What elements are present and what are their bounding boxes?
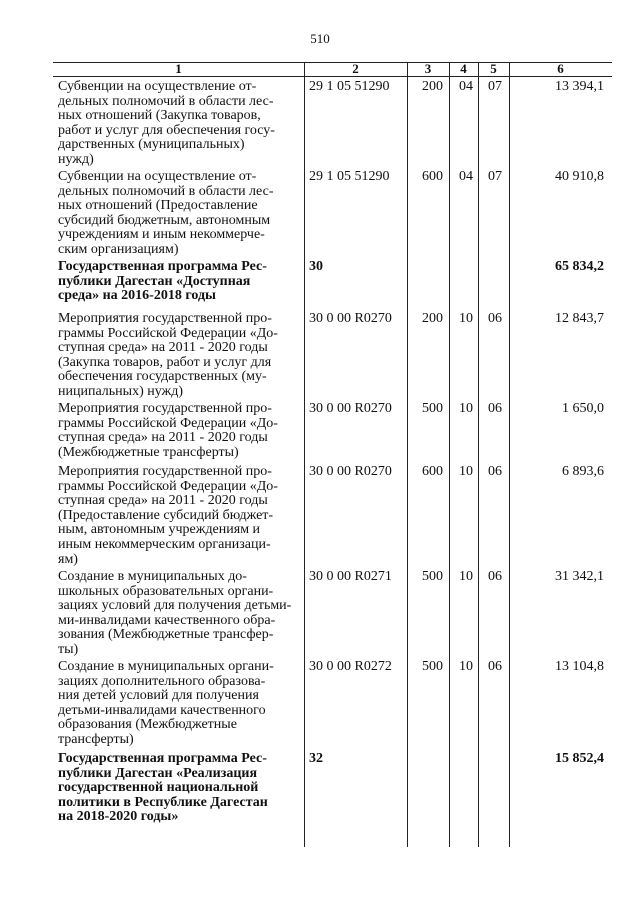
amount: 15 852,4: [555, 751, 604, 766]
subsection: 07: [488, 169, 502, 184]
target-code: 30 0 00 R0270: [309, 464, 392, 479]
amount: 1 650,0: [562, 401, 604, 416]
target-code: 32: [309, 751, 323, 766]
target-code: 29 1 05 51290: [309, 169, 390, 184]
column-divider: [449, 62, 450, 847]
amount: 31 342,1: [555, 569, 604, 584]
expense-type: 600: [422, 169, 443, 184]
target-code: 30 0 00 R0270: [309, 311, 392, 326]
section: 10: [459, 401, 473, 416]
target-code: 30 0 00 R0271: [309, 569, 392, 584]
page-number: 510: [310, 31, 330, 46]
subsection: 06: [488, 464, 502, 479]
subsection: 06: [488, 311, 502, 326]
column-header: 1: [175, 61, 182, 76]
expense-type: 600: [422, 464, 443, 479]
amount: 65 834,2: [555, 259, 604, 274]
target-code: 30 0 00 R0270: [309, 401, 392, 416]
subsection: 06: [488, 569, 502, 584]
item-name: Мероприятия государственной про- граммы Российской Федерации «До- ступная среда» на 2011 - 2020 годы (Предоставление субсидий бюджет- ным, автономным учреждениям и иным некоммерческим организаци- ям): [58, 464, 278, 567]
amount: 13 104,8: [555, 659, 604, 674]
target-code: 30: [309, 259, 323, 274]
section: 10: [459, 569, 473, 584]
amount: 13 394,1: [555, 79, 604, 94]
amount: 12 843,7: [555, 311, 604, 326]
section: 10: [459, 311, 473, 326]
target-code: 29 1 05 51290: [309, 79, 390, 94]
expense-type: 200: [422, 311, 443, 326]
subsection: 06: [488, 401, 502, 416]
expense-type: 500: [422, 569, 443, 584]
budget-table: [53, 62, 612, 847]
column-header: 2: [352, 61, 359, 76]
header-bottom-border: [53, 76, 612, 77]
program-name: Государственная программа Рес- публики Дагестан «Доступная среда» на 2016-2018 годы: [58, 259, 267, 304]
column-header: 5: [490, 61, 497, 76]
amount: 40 910,8: [555, 169, 604, 184]
amount: 6 893,6: [562, 464, 604, 479]
target-code: 30 0 00 R0272: [309, 659, 392, 674]
column-divider: [478, 62, 479, 847]
item-name: Мероприятия государственной про- граммы Российской Федерации «До- ступная среда» на 2011 - 2020 годы (Закупка товаров, работ и услуг для обеспечения государственных (му- ниципальных) нужд): [58, 311, 278, 399]
section: 10: [459, 464, 473, 479]
section: 04: [459, 79, 473, 94]
column-divider: [304, 62, 305, 847]
section: 04: [459, 169, 473, 184]
program-name: Государственная программа Рес- публики Дагестан «Реализация государственной национальной политики в Республике Дагестан на 2018-2020 годы»: [58, 751, 268, 825]
subsection: 07: [488, 79, 502, 94]
expense-type: 500: [422, 401, 443, 416]
item-name: Мероприятия государственной про- граммы Российской Федерации «До- ступная среда» на 2011 - 2020 годы (Межбюджетные трансферты): [58, 401, 278, 460]
column-divider: [509, 62, 510, 847]
item-name: Субвенции на осуществление от- дельных полномочий в области лес- ных отношений (Закупка товаров, работ и услуг для обеспечения госу- дарственных (муниципальных) нужд): [58, 79, 275, 167]
item-name: Создание в муниципальных органи- зациях дополнительного образова- ния детей условий для получения детьми-инвалидами качественного образования (Межбюджетные трансферты): [58, 659, 274, 747]
subsection: 06: [488, 659, 502, 674]
column-header: 6: [557, 61, 564, 76]
expense-type: 200: [422, 79, 443, 94]
item-name: Создание в муниципальных до- школьных образовательных органи- зациях условий для получения детьми- ми-инвалидами качественного обра- зования (Межбюджетные трансфер- ты): [58, 569, 292, 657]
expense-type: 500: [422, 659, 443, 674]
item-name: Субвенции на осуществление от- дельных полномочий в области лес- ных отношений (Предоставление субсидий бюджетным, автономным учреждениям и иным некоммерче- ским организациям): [58, 169, 274, 257]
section: 10: [459, 659, 473, 674]
column-header: 3: [424, 61, 432, 76]
column-header: 4: [460, 61, 467, 76]
